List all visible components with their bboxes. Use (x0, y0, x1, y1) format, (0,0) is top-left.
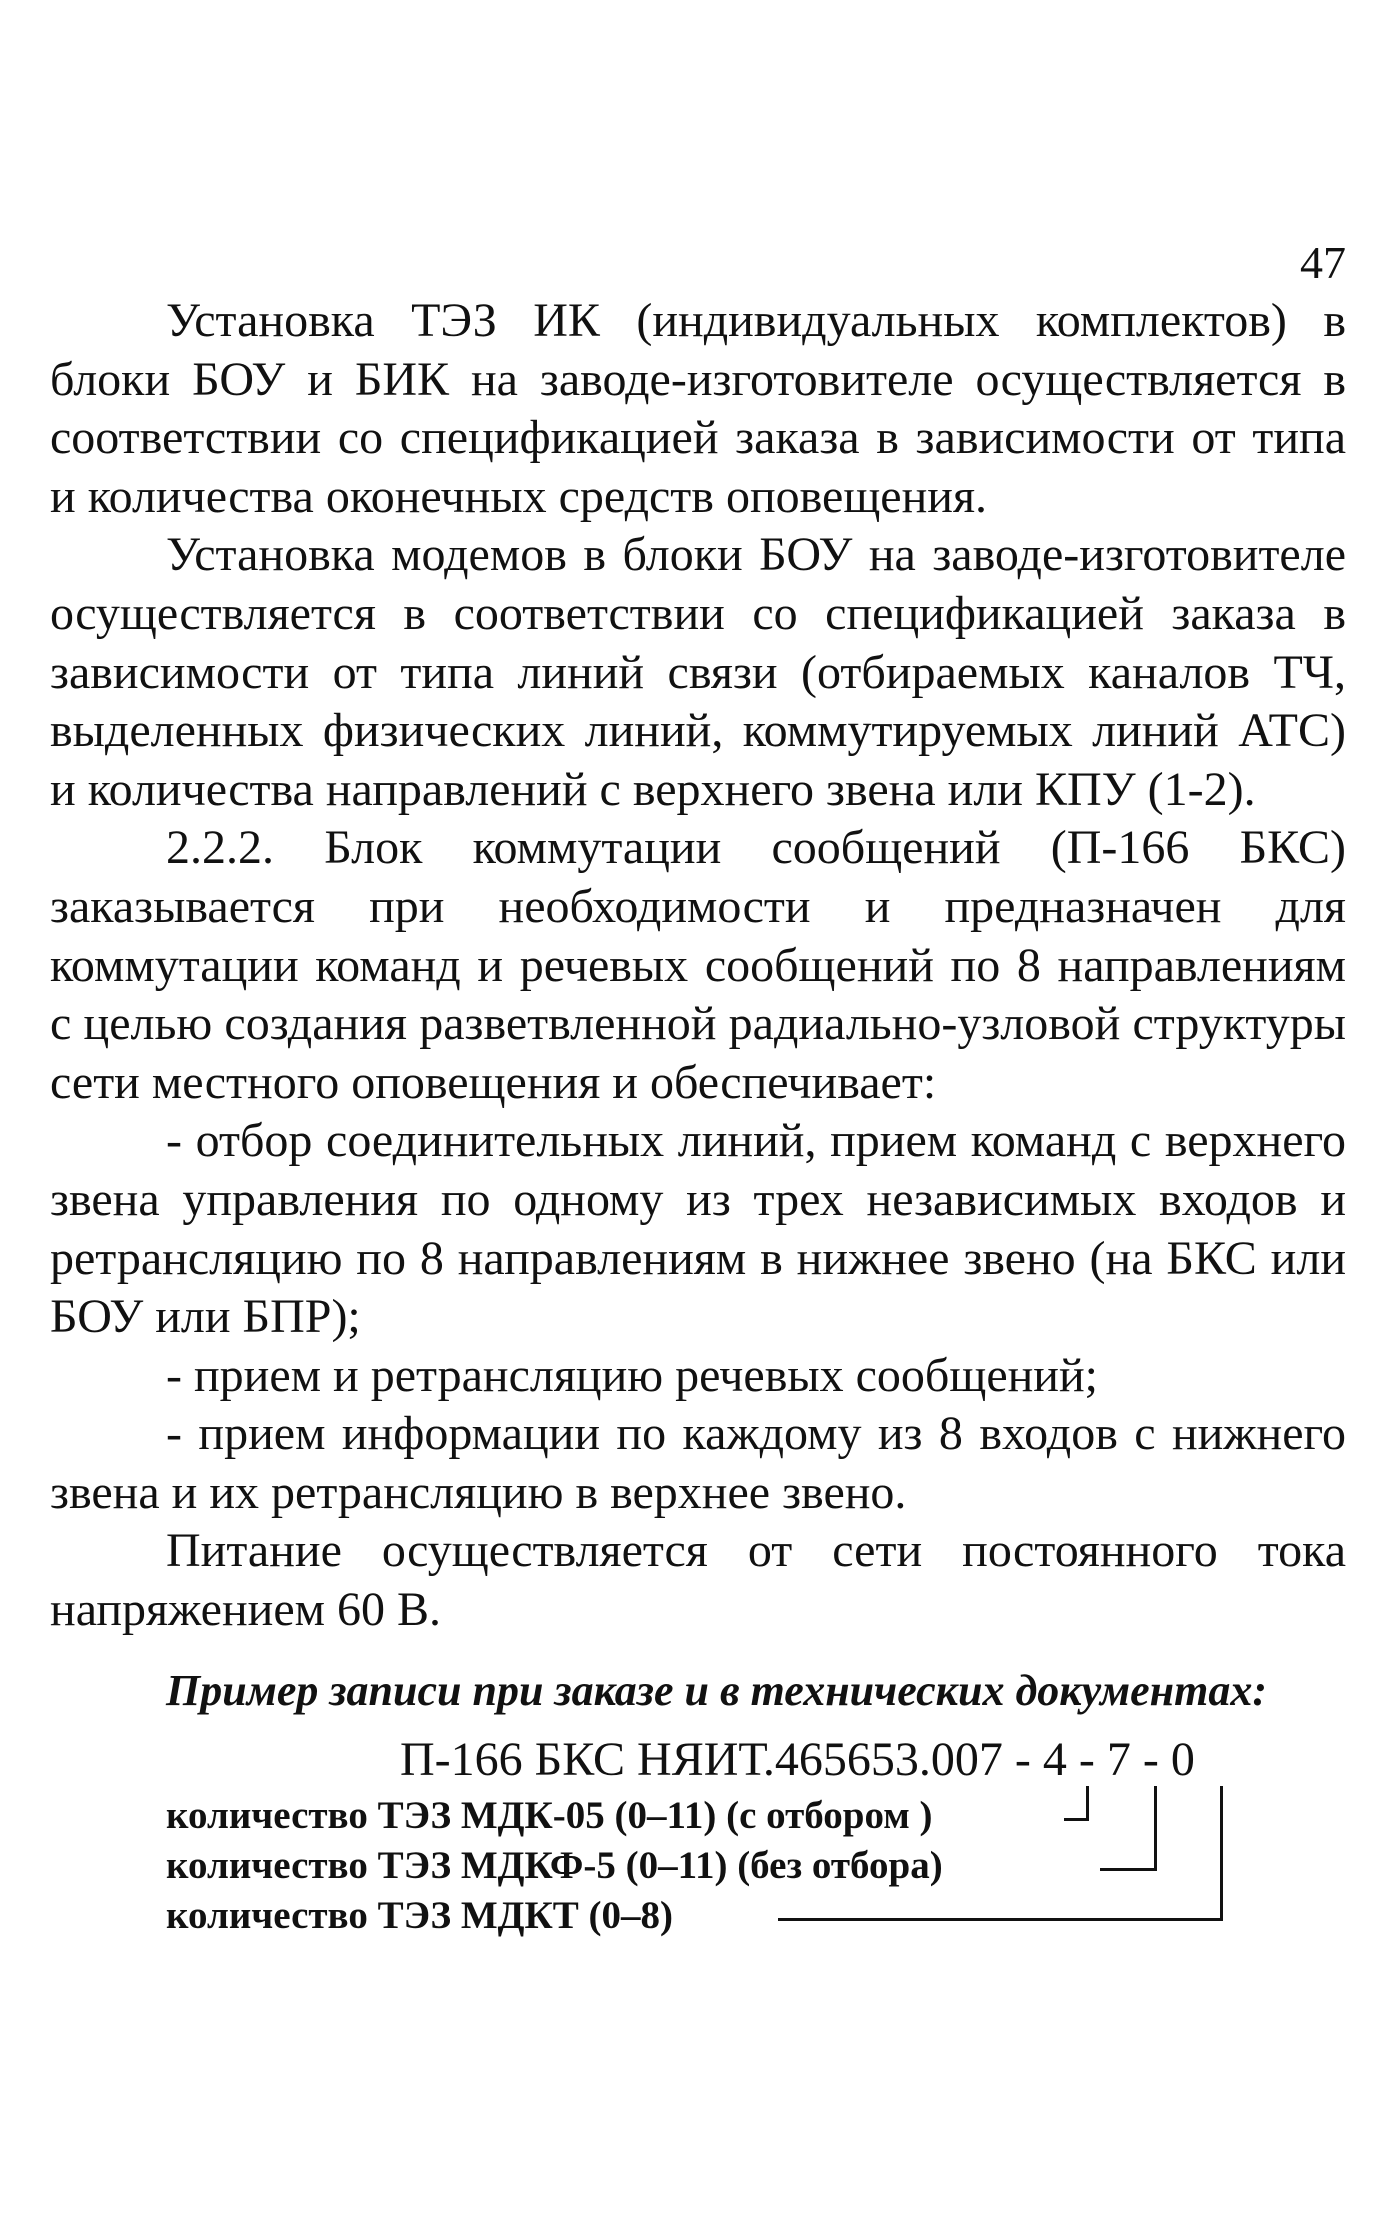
legend-mdkt: количество ТЭЗ МДКТ (0–8) (166, 1894, 674, 1938)
leader-line-2-vertical (1154, 1786, 1157, 1870)
leader-line-1-horizontal (1064, 1818, 1089, 1821)
order-designation: П-166 БКС НЯИТ.465653.007 - 4 - 7 - 0 (400, 1733, 1195, 1787)
list-item-line-selection: - отбор соединительных линий, прием команд с верхнего звена управления по одному из трех независимых входов и ретрансляцию по 8 направлениям в нижнее звено (на БКС или БОУ или БПР); (50, 1114, 1346, 1344)
leader-line-3-horizontal (778, 1918, 1223, 1921)
leader-line-2-horizontal (1100, 1868, 1157, 1871)
legend-mdk05: количество ТЭЗ МДК-05 (0–11) (с отбором ) (166, 1794, 933, 1838)
leader-line-1-vertical (1086, 1786, 1089, 1820)
paragraph-bks-description: 2.2.2. Блок коммутации сообщений (П-166 БКС) заказывается при необходимости и предназначен для коммутации команд и речевых сообщений по 8 направлениям с целью создания разветвленной радиально-узловой структуры сети местного оповещения и обеспечивает: (50, 821, 1346, 1109)
list-item-voice-relay: - прием и ретрансляцию речевых сообщений; (166, 1348, 1099, 1402)
document-page (50, 0, 1346, 2213)
paragraph-tez-installation: Установка ТЭЗ ИК (индивидуальных комплектов) в блоки БОУ и БИК на заводе-изготовителе осуществляется в соответствии со спецификацией заказа в зависимости от типа и количества оконечных средств оповещения. (50, 294, 1346, 523)
example-title: Пример записи при заказе и в технических документах: (166, 1665, 1267, 1715)
page-number: 47 (1300, 237, 1346, 288)
paragraph-modem-installation: Установка модемов в блоки БОУ на заводе-изготовителе осуществляется в соответствии со спецификацией заказа в зависимости от типа линий связи (отбираемых каналов ТЧ, выделенных физических линий, коммутируемых линий АТС) и количества направлений с верхнего звена или КПУ (1-2). (50, 528, 1346, 816)
order-example (50, 1730, 1346, 1990)
leader-line-3-vertical (1220, 1786, 1223, 1920)
legend-mdkf5: количество ТЭЗ МДКФ-5 (0–11) (без отбора) (166, 1844, 943, 1888)
list-item-info-relay: - прием информации по каждому из 8 входов с нижнего звена и их ретрансляцию в верхнее звено. (50, 1407, 1346, 1519)
body-text (50, 292, 1346, 1990)
paragraph-power-supply: Питание осуществляется от сети постоянного тока напряжением 60 В. (50, 1524, 1346, 1637)
